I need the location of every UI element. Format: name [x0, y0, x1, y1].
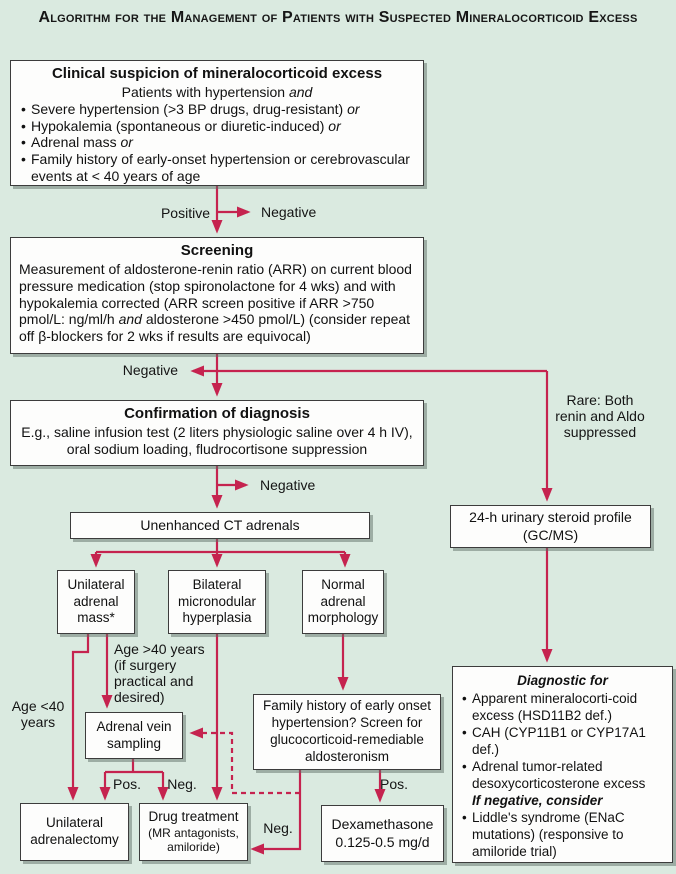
box-normal-morphology: Normal adrenal morphology: [302, 570, 384, 634]
clinical-intro-and: and: [288, 84, 313, 100]
screening-body: [19, 261, 415, 345]
clinical-bullet-4: [19, 151, 415, 185]
box-adrenal-vein-sampling: Adrenal vein sampling: [85, 712, 183, 759]
label-negative-arr: Negative: [122, 362, 178, 378]
connector-family-neg-to-drug-treatment: [253, 770, 300, 849]
diagnostic-bullet-2: • CAH (CYP11B1 or CYP17A1 def.): [461, 724, 664, 758]
label-rare-both-suppressed: Rare: Both renin and Aldo suppressed: [555, 392, 645, 441]
label-negative-confirm: Negative: [260, 477, 316, 493]
label-avs-neg: Neg.: [167, 776, 197, 792]
box-dexamethasone: Dexamethasone 0.125-0.5 mg/d: [321, 805, 444, 862]
diagnostic-bullet-1: • Apparent mineralocorti-coid excess (HSD11B2 def.): [461, 690, 664, 724]
bullet-or: or: [328, 117, 341, 134]
screening-body-2: aldosterone >450 pmol/L) (consider repeat off β-blockers for 2 wks if results are equivocal): [19, 311, 411, 345]
bullet-text: Hypokalemia (spontaneous or diuretic-induced): [31, 117, 329, 134]
clinical-bullet-2: [19, 118, 415, 135]
box-family-history-gra: Family history of early onset hypertension? Screen for glucocorticoid-remediable aldosteronism: [253, 694, 441, 770]
label-age-over-40: Age >40 years (if surgery practical and desired): [114, 641, 205, 706]
label-age-under-40: Age <40 years: [11, 698, 65, 731]
box-unilateral-mass: Unilateral adrenal mass*: [57, 570, 135, 634]
clinical-title: Clinical suspicion of mineralocorticoid excess: [51, 65, 383, 82]
diagnostic-heading: Diagnostic for: [517, 673, 608, 688]
box-bilateral-hyperplasia: Bilateral micronodular hyperplasia: [168, 570, 266, 634]
drug-treatment-main: Drug treatment: [148, 809, 239, 825]
clinical-bullet-3: [19, 134, 415, 151]
box-drug-treatment: [139, 803, 248, 861]
screening-body-1: Measurement of aldosterone-renin ratio (ARR) on current blood pressure medication (stop spironolactone for 4 wks) and with hypokalemia corrected (ARR screen positive if ARR >750 pmol/L: ng/ml/h: [19, 261, 412, 328]
box-clinical-suspicion: [10, 60, 424, 186]
bullet-text: Adrenal mass: [31, 134, 121, 151]
clinical-bullet-1: [19, 101, 415, 118]
bullet-text: Severe hypertension (>3 BP drugs, drug-resistant): [31, 100, 348, 117]
screening-body-and: and: [118, 311, 142, 328]
label-gra-pos: Pos.: [379, 776, 408, 792]
label-negative-top: Negative: [261, 204, 317, 220]
bullet-or: or: [120, 134, 133, 151]
box-confirmation: [10, 400, 424, 466]
confirmation-body: E.g., saline infusion test (2 liters physiologic saline over 4 h IV), oral sodium loading, fludrocortisone suppression: [21, 424, 413, 457]
drug-treatment-sub: (MR antagonists, amiloride): [148, 826, 239, 855]
box-unilateral-adrenalectomy: Unilateral adrenalectomy: [20, 803, 129, 861]
connector-avs-split-stem: [105, 759, 163, 772]
diagnostic-if-negative: If negative, consider: [472, 793, 603, 808]
bullet-or: or: [347, 100, 360, 117]
screening-title: Screening: [180, 242, 254, 259]
box-urinary-steroid-profile: 24-h urinary steroid profile (GC/MS): [450, 505, 651, 548]
box-ct-adrenals: Unenhanced CT adrenals: [70, 512, 370, 539]
label-avs-pos: Pos.: [112, 776, 141, 792]
box-screening: [10, 237, 424, 354]
diagnostic-bullet-3: • Adrenal tumor-related desoxycorticosterone excess: [461, 758, 664, 792]
confirmation-title: Confirmation of diagnosis: [124, 405, 310, 422]
clinical-intro: [19, 84, 415, 101]
connector-ct-split-stem: [96, 539, 345, 552]
diagnostic-bullet-liddle: • Liddle's syndrome (ENaC mutations) (responsive to amiloride trial): [461, 809, 664, 860]
box-diagnostic-for: [452, 666, 673, 863]
label-positive: Positive: [160, 205, 210, 221]
label-gra-neg: Neg.: [263, 820, 293, 836]
clinical-intro-text: Patients with hypertension: [121, 84, 289, 100]
bullet-text: Family history of early-onset hypertension or cerebrovascular events at < 40 years of age: [31, 151, 410, 184]
figure-title: Algorithm for the Management of Patients with Suspected Mineralocorticoid Excess: [38, 9, 638, 26]
